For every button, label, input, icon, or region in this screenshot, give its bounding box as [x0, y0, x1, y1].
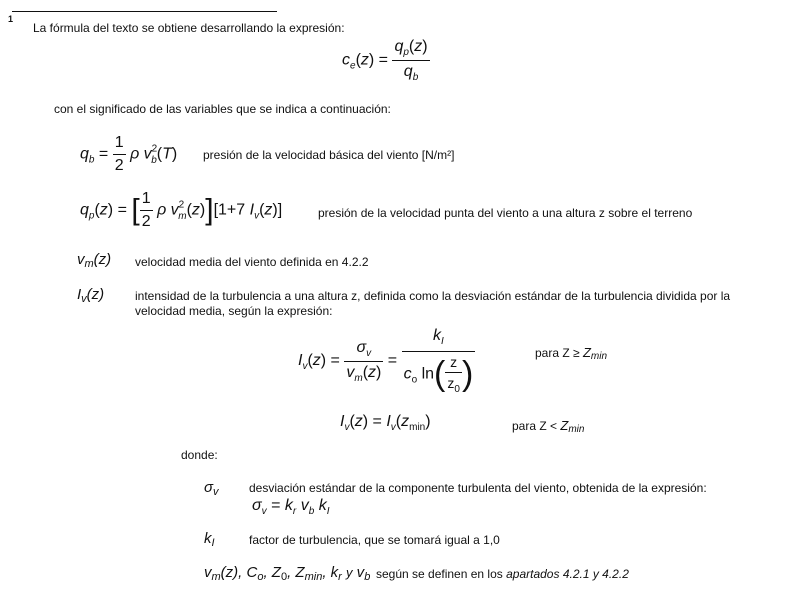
sigma-description: desviación estándar de la componente turbulenta del viento, obtenida de la expresión: [249, 481, 707, 495]
intro-text: La fórmula del texto se obtiene desarrollando la expresión: [33, 21, 345, 35]
symbol-sigma: $\sigma_v$ [204, 479, 219, 498]
qb-description: presión de la velocidad básica del viento [N/m²] [203, 148, 455, 162]
variables-intro: con el significado de las variables que se indica a continuación: [54, 102, 391, 116]
iv-description-line1: intensidad de la turbulencia a una altura z, definida como la desviación estándar de la turbulencia dividida por la [135, 289, 731, 303]
symbol-iv: $I_v(z)$ [77, 286, 105, 305]
formula-qp: $q_p(z)$ = [ $\frac{1}{2}$ ρ $v^2_m(z)][1+7$ $I_v(z)$] [80, 190, 283, 230]
formula-ce: $c_e(z)$ = $\frac{q_p(z)}{q_b}$ [342, 38, 428, 83]
footnote-rule [12, 11, 277, 12]
symbol-vm: $v_m(z)$ [77, 251, 112, 270]
donde-label: donde: [181, 448, 218, 462]
footnote-number: 1 [8, 14, 14, 24]
symbol-list: $v_m(z)$, $C_o$, $Z_0$, $Z_{min}$, $k_r$ y $v_b$ [204, 564, 371, 583]
formula-iv-min: $I_v(z) = I_v(z_{min})$ [340, 413, 431, 433]
vm-description: velocidad media del viento definida en 4.2.2 [135, 255, 369, 269]
formula-iv: $I_v(z)$ = $\frac{\sigma_v}{v_m(z)}$ = $k_I$ $c_o$ ln( $\frac{z}{z_0}$ ) [298, 327, 474, 395]
condition-2: para Z < Zmin [512, 418, 585, 435]
iv-description-line2: velocidad media, según la expresión: [135, 304, 333, 318]
list-description: según se definen en los apartados 4.2.1 y 4.2.2 [376, 567, 629, 581]
symbol-kl: $k_I$ [204, 530, 215, 549]
formula-qb: $q_b$ = $\frac{1}{2}$ ρ $v^2_b(T)$ [80, 134, 178, 174]
qp-description: presión de la velocidad punta del viento a una altura z sobre el terreno [318, 206, 693, 220]
formula-sigma: $\sigma_v = k_r$ $v_b$ $k_I$ [252, 497, 330, 517]
condition-1: para Z ≥ Zmin [535, 345, 608, 362]
kl-description: factor de turbulencia, que se tomará igual a 1,0 [249, 533, 500, 547]
